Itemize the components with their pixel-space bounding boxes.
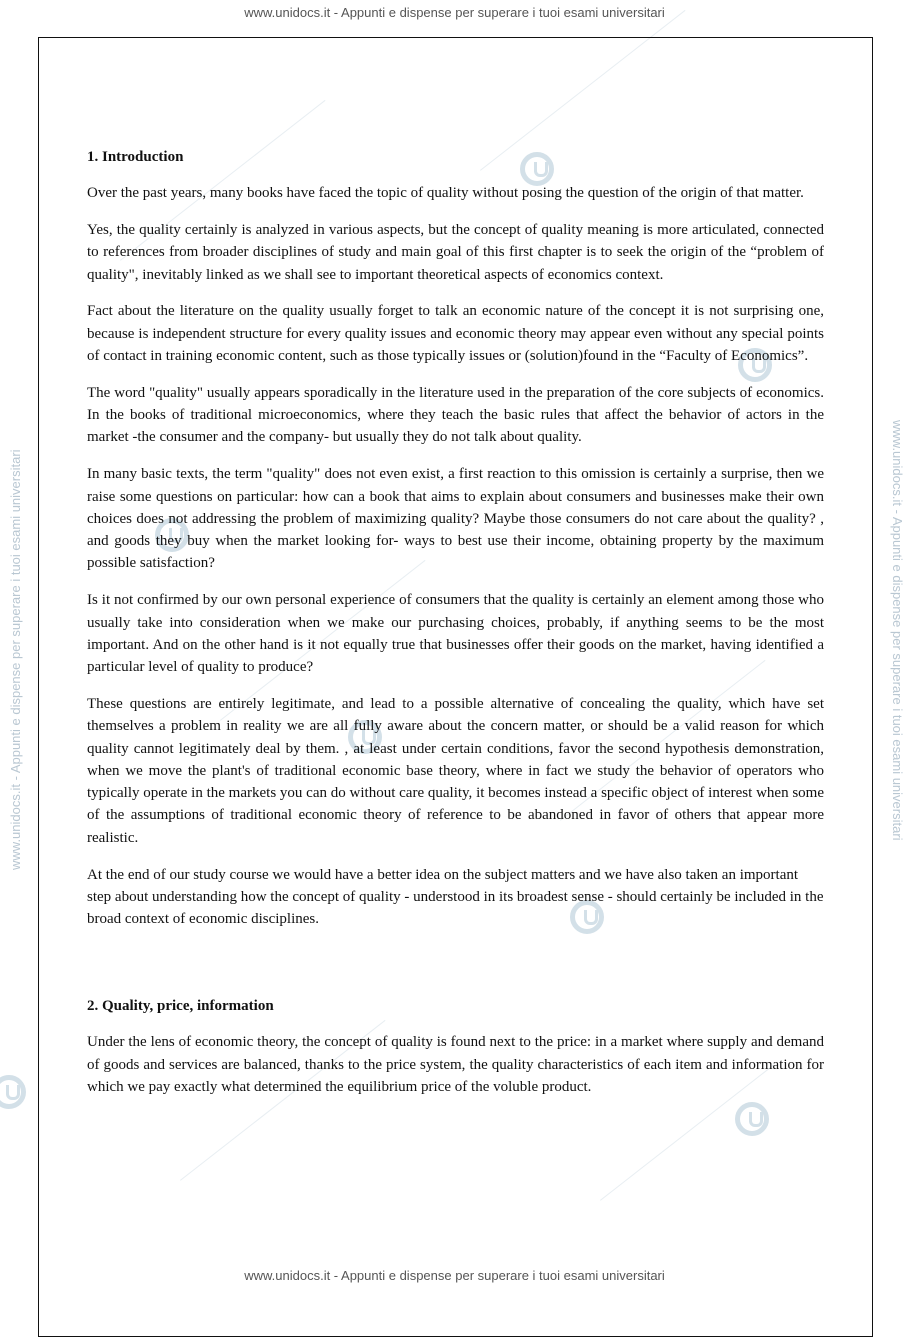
paragraph: In many basic texts, the term "quality" does not even exist, a first reaction to this omission is certainly a surprise, then we raise some questions on particular: how can a book that aims to explain about consumers and businesses make their own choices does not addressing the problem of maximizing quality? Maybe those consumers do not care about the quality? , and goods they buy when the market looking for- ways to best use their income, obtaining property by the maximum possible satisfaction? (87, 466, 824, 572)
paragraph: Is it not confirmed by our own personal experience of consumers that the quality is certainly an element among those who usually take into consideration when we make our purchasing choices, probably, if anything seems to be the most important. And on the other hand is it not equally true that businesses offer their goods on the market, having identified a particular level of quality to produce? (87, 592, 824, 676)
paragraph: The word "quality" usually appears sporadically in the literature used in the preparation of the core subjects of economics. In the books of traditional microeconomics, where they teach the basic rules that affect the behavior of actors in the market -the consumer and the company- but usually they do not talk about quality. (87, 384, 824, 446)
watermark-right: www.unidocs.it - Appunti e dispense per superare i tuoi esami universitari (890, 420, 905, 841)
document-body (87, 140, 824, 1113)
paragraph: Yes, the quality certainly is analyzed in various aspects, but the concept of quality meaning is more articulated, connected to references from broader disciplines of study and main goal of this first chapter is to seek the origin of the “problem of quality", inevitably linked as we shall see to important theoretical aspects of economics context. (87, 222, 824, 283)
section-heading: 2. Quality, price, information (87, 997, 274, 1014)
section-gap (87, 945, 824, 989)
paragraph: Over the past years, many books have faced the topic of quality without posing the question of the origin of that matter. (87, 185, 804, 202)
paragraph: Under the lens of economic theory, the concept of quality is found next to the price: in a market where supply and demand of goods and services are balanced, thanks to the price system, the quality characteristics of each item and information for which we pay exactly what determined the equilibrium price of the voluble product. (87, 1034, 824, 1095)
paragraph: At the end of our study course we would have a better idea on the subject matters and we have also taken an important step about understanding how the concept of quality - understood in its broadest sense - should certainly be included in the broad context of economic disciplines. (87, 866, 824, 928)
section-heading: 1. Introduction (87, 149, 184, 165)
paragraph: These questions are entirely legitimate, and lead to a possible alternative of concealing the quality, which have set themselves a problem in reality we are all fully aware about the concern matter, or should be a valid reason for which quality cannot legitimately deal by them. , at least under certain conditions, favor the second hypothesis demonstration, when we move the plant's of traditional economic base theory, where in fact we study the behavior of operators who typically operate in the markets you can do without care quality, it becomes instead a specific object of interest when some of the assumptions of traditional economic theory of reference to be abandoned in favor of others that appear more realistic. (87, 695, 824, 846)
paragraph: Fact about the literature on the quality usually forget to talk an economic nature of the concept it is not surprising one, because is independent structure for every quality issues and economic theory may appear even without any special points of contact in training economic content, such as those typically issues or (solution)found in the “Faculty of Economics”. (87, 303, 824, 365)
watermark-bottom: www.unidocs.it - Appunti e dispense per superare i tuoi esami universitari (244, 1268, 665, 1283)
watermark-left: www.unidocs.it - Appunti e dispense per superare i tuoi esami universitari (8, 449, 23, 870)
watermark-top: www.unidocs.it - Appunti e dispense per superare i tuoi esami universitari (244, 5, 665, 20)
watermark-logo-icon (0, 1075, 26, 1109)
